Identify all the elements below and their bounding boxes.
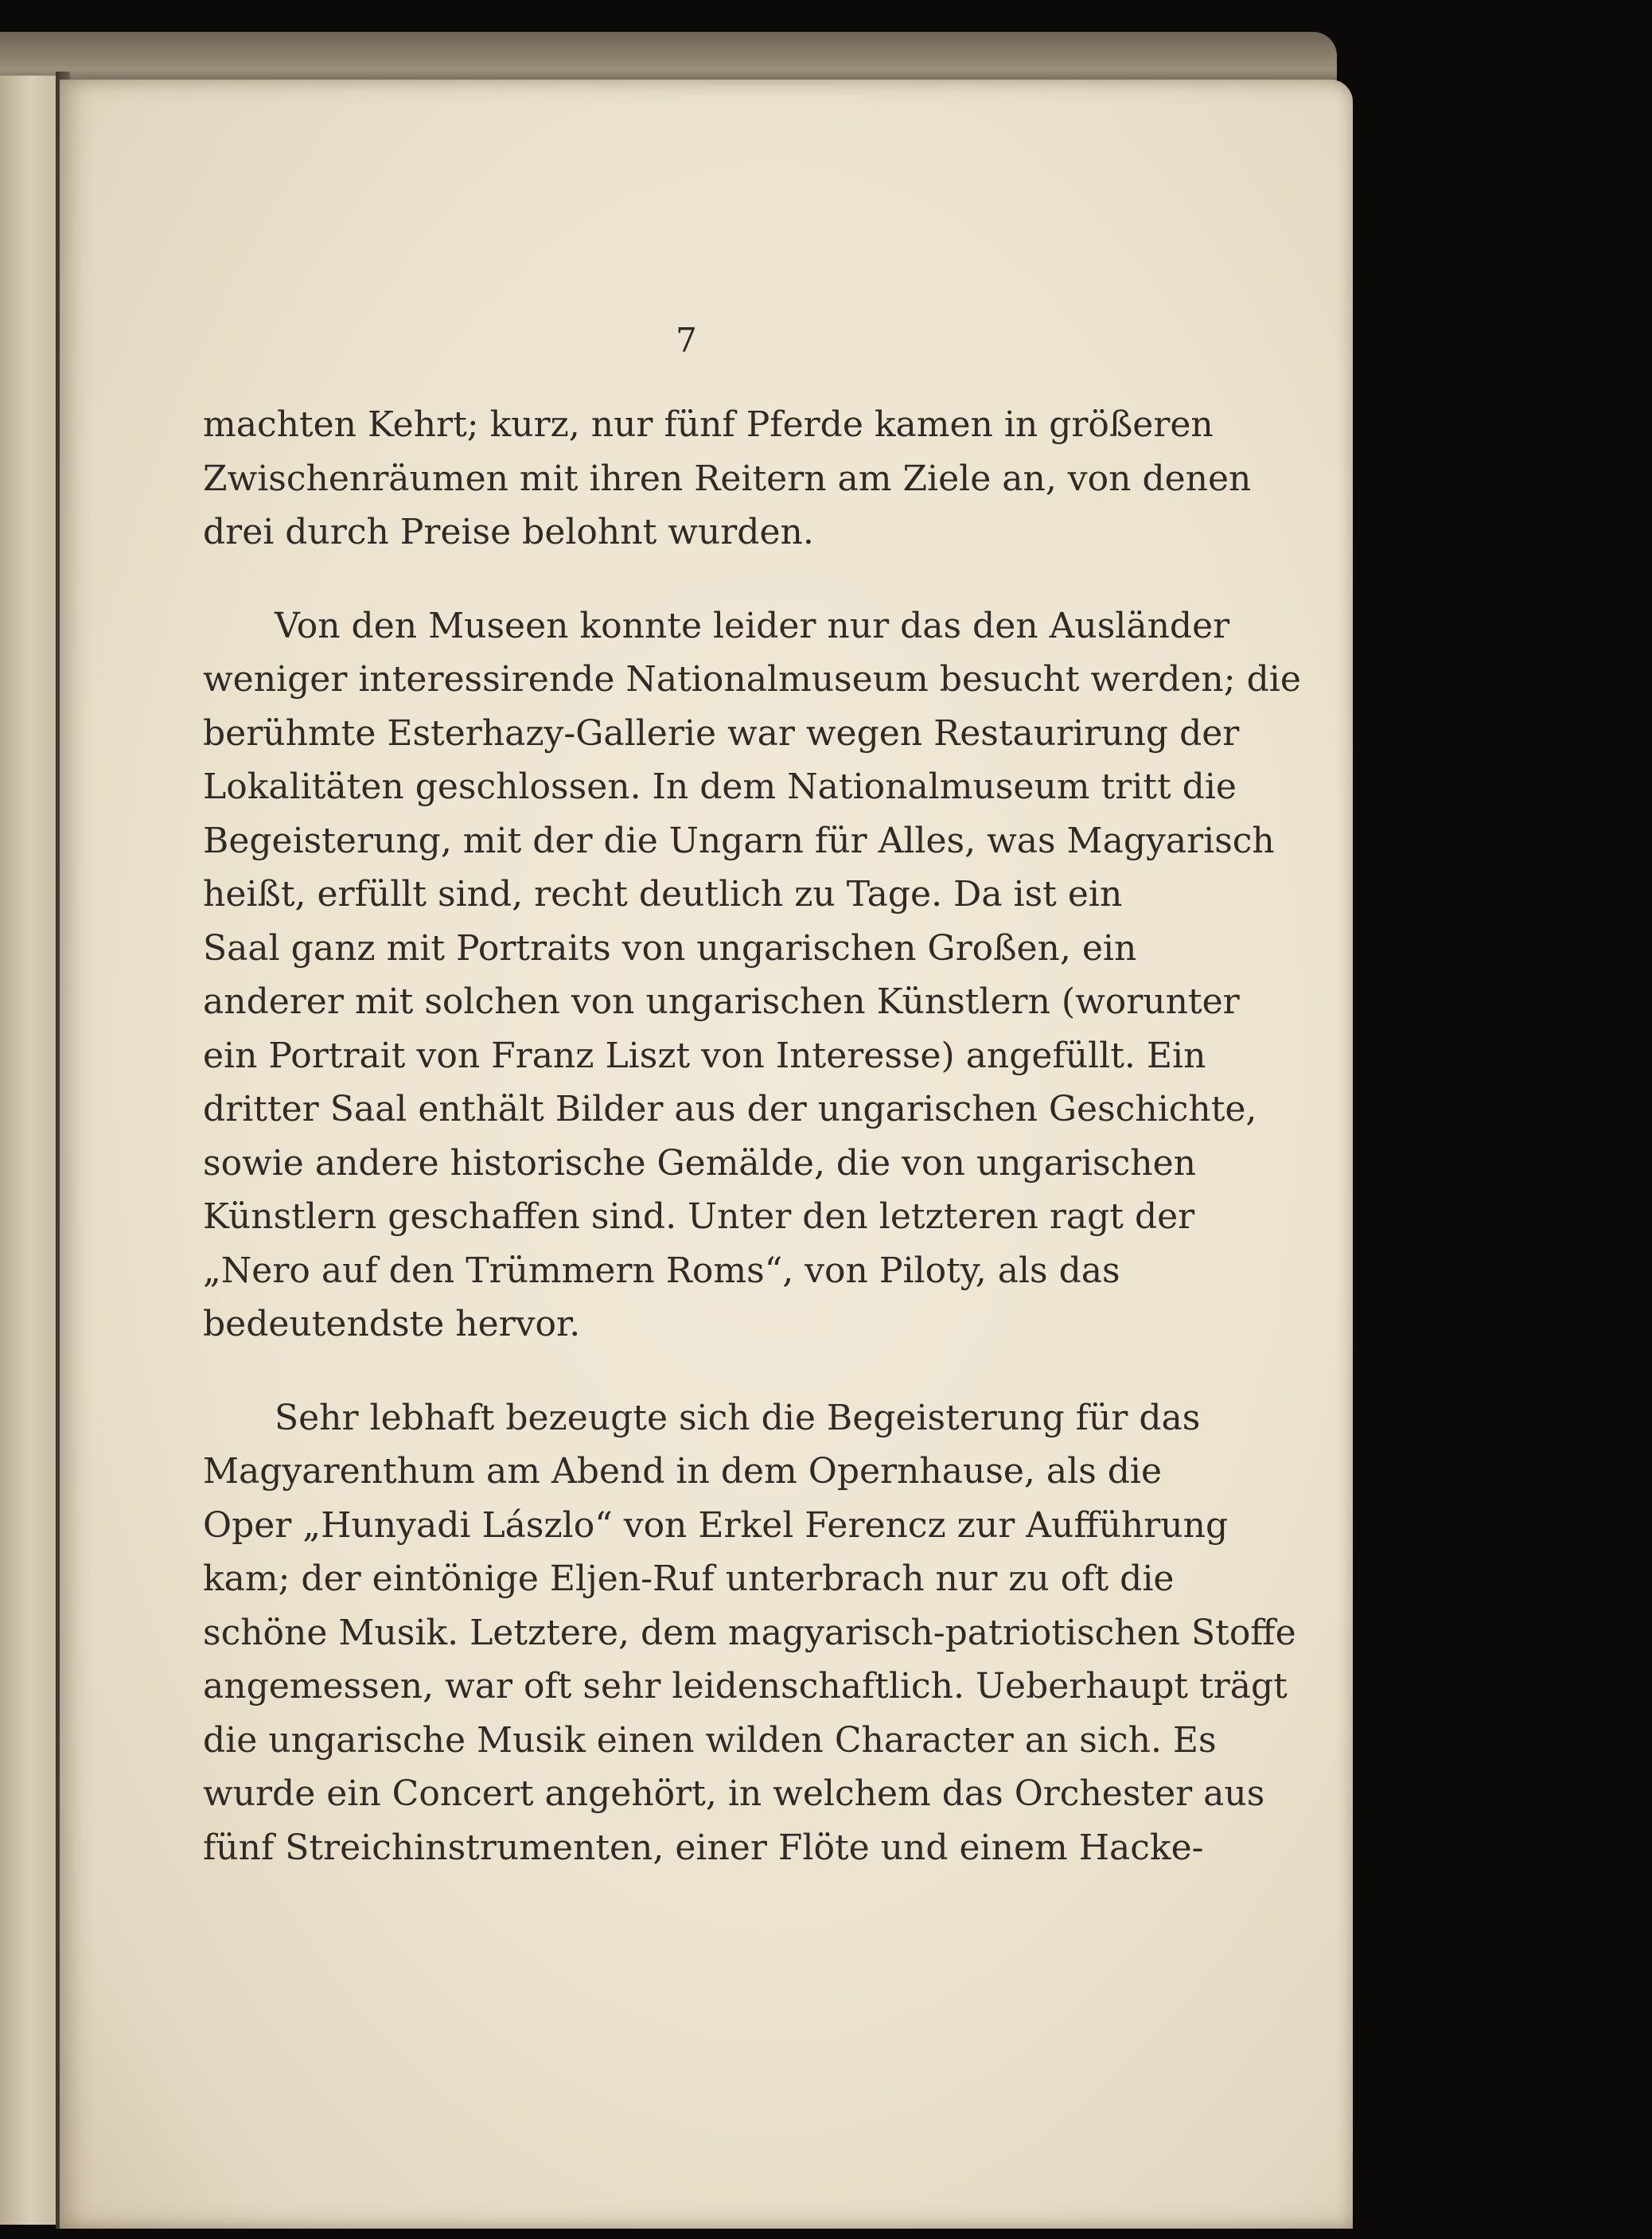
text-line: kam; der eintönige Eljen-Ruf unterbrach nur zu oft die [203, 1558, 1175, 1599]
text-line: weniger interessirende Nationalmuseum besucht werden; die [203, 659, 1301, 700]
text-line: angemessen, war oft sehr leidenschaftlich. Ueberhaupt trägt [203, 1666, 1288, 1707]
text-line: machten Kehrt; kurz, nur fünf Pferde kamen in größeren [203, 404, 1214, 445]
text-line: Saal ganz mit Portraits von ungarischen Großen, ein [203, 927, 1137, 969]
text-line: drei durch Preise belohnt wurden. [203, 512, 814, 552]
text-line: schöne Musik. Letztere, dem magyarisch-patriotischen Stoffe [203, 1612, 1296, 1653]
body-text [203, 398, 1301, 1874]
text-line: Zwischenräumen mit ihren Reitern am Ziele an, von denen [203, 458, 1252, 499]
text-line: Magyarenthum am Abend in dem Opernhause, als die [203, 1451, 1163, 1492]
text-line: fünf Streichinstrumenten, einer Flöte und einem Hacke- [203, 1827, 1204, 1868]
text-line: die ungarische Musik einen wilden Character an sich. Es [203, 1719, 1217, 1761]
text-line: sowie andere historische Gemälde, die von ungarischen [203, 1142, 1196, 1184]
page-number: 7 [676, 321, 697, 360]
text-line: ein Portrait von Franz Liszt von Interesse) angefüllt. Ein [203, 1035, 1206, 1076]
text-line: Oper „Hunyadi Lászlo“ von Erkel Ferencz zur Aufführung [203, 1504, 1229, 1546]
paragraph-1 [203, 398, 1252, 560]
text-line: Lokalitäten geschlossen. In dem Nationalmuseum tritt die [203, 766, 1237, 807]
text-line: anderer mit solchen von ungarischen Künstlern (worunter [203, 981, 1240, 1022]
text-line: heißt, erfüllt sind, recht deutlich zu Tage. Da ist ein [203, 874, 1123, 915]
text-line: „Nero auf den Trümmern Roms“, von Piloty, als das [203, 1250, 1120, 1291]
text-line: wurde ein Concert angehört, in welchem das Orchester aus [203, 1773, 1265, 1814]
text-line: dritter Saal enthält Bilder aus der ungarischen Geschichte, [203, 1089, 1257, 1129]
text-line: Von den Museen konnte leider nur das den Ausländer [275, 605, 1230, 646]
paragraph-3 [203, 1391, 1296, 1875]
book-page [60, 80, 1353, 2229]
text-line: Sehr lebhaft bezeugte sich die Begeisterung für das [275, 1397, 1201, 1438]
paragraph-2 [203, 599, 1301, 1352]
left-page-edge [0, 76, 57, 2225]
text-line: Künstlern geschaffen sind. Unter den letzteren ragt der [203, 1196, 1195, 1237]
text-line: berühmte Esterhazy-Gallerie war wegen Restaurirung der [203, 712, 1240, 754]
text-line: bedeutendste hervor. [203, 1304, 581, 1344]
text-line: Begeisterung, mit der die Ungarn für Alles, was Magyarisch [203, 820, 1275, 861]
